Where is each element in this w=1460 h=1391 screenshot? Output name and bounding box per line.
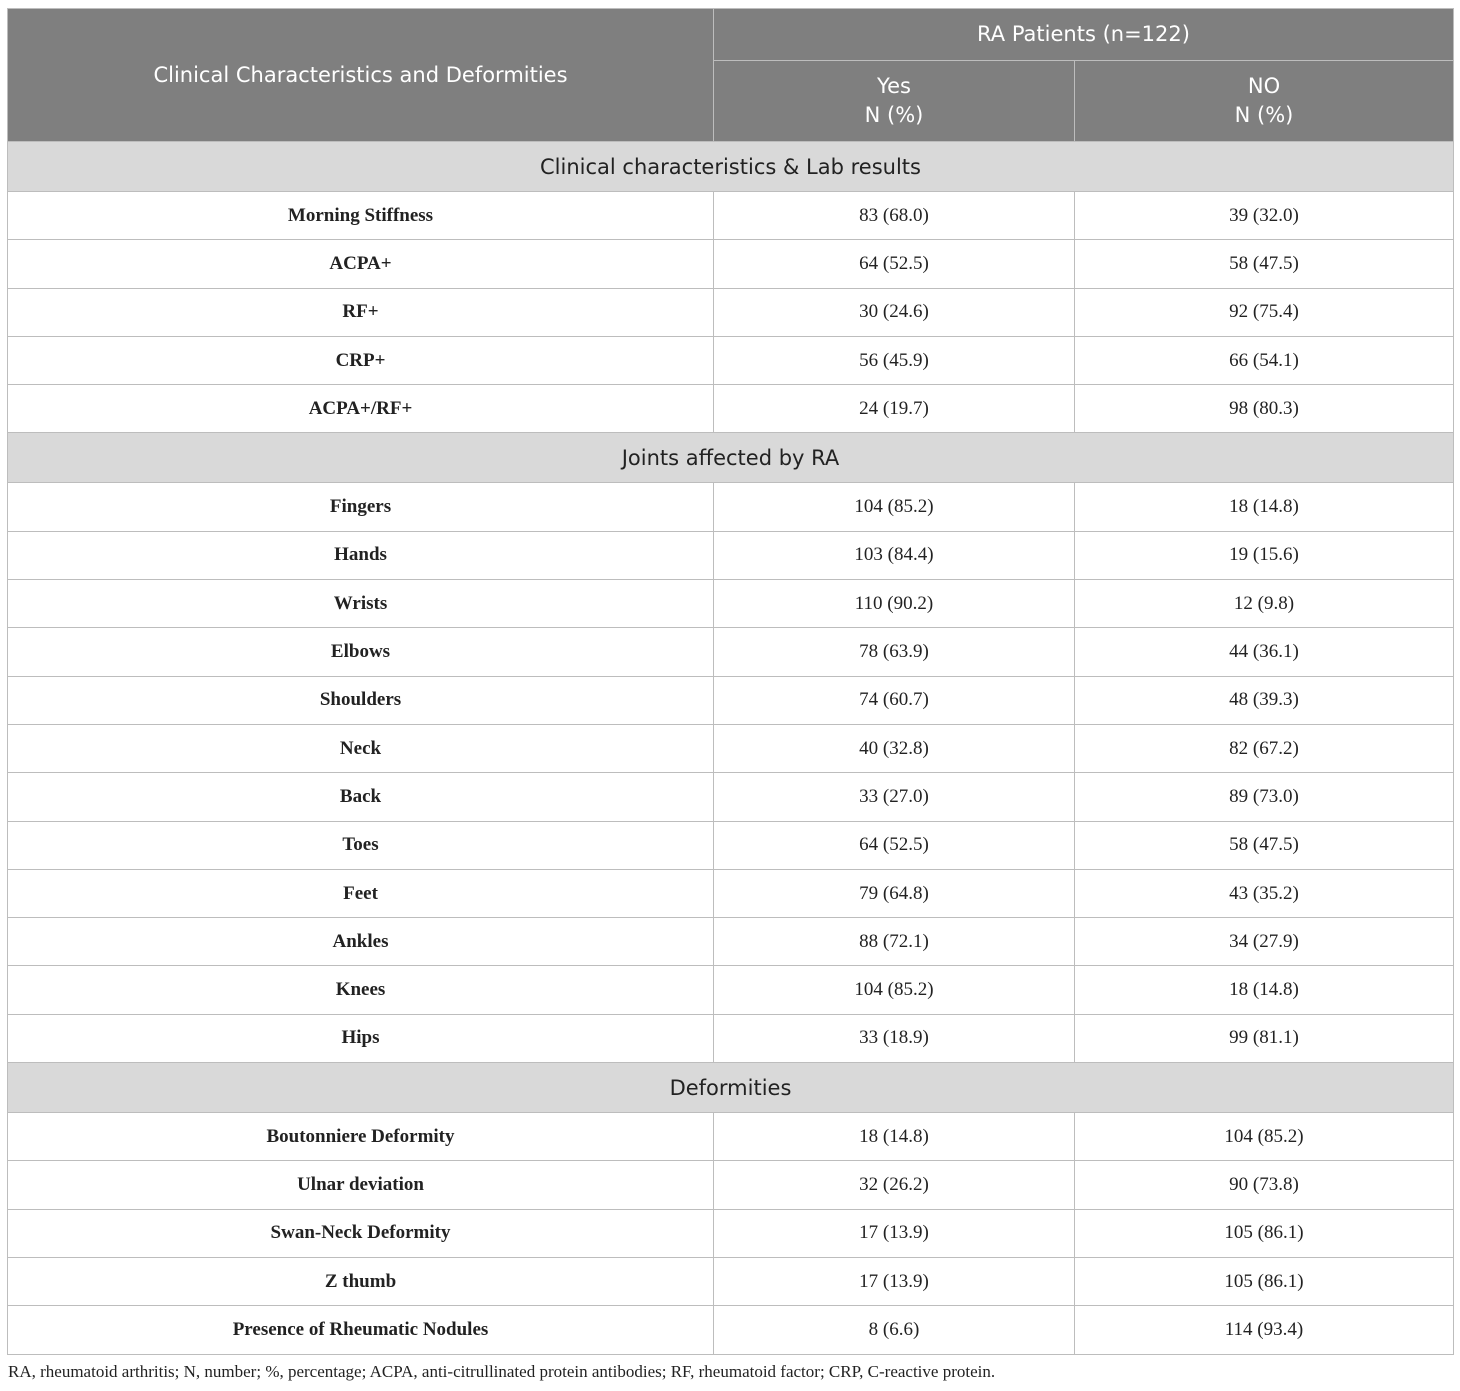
no-value: 92 (75.4): [1075, 288, 1454, 336]
table-row: [8, 1014, 1454, 1062]
row-label: Hands: [8, 531, 714, 579]
row-label: Elbows: [8, 628, 714, 676]
yes-value: 32 (26.2): [714, 1161, 1075, 1209]
no-value: 43 (35.2): [1075, 869, 1454, 917]
yes-value: 40 (32.8): [714, 724, 1075, 772]
table-row: [8, 288, 1454, 336]
row-label: Back: [8, 773, 714, 821]
no-value: 48 (39.3): [1075, 676, 1454, 724]
header-no-label: NO: [1247, 74, 1281, 98]
table-row: [8, 1306, 1454, 1354]
table-body: [8, 142, 1454, 1355]
row-label: Toes: [8, 821, 714, 869]
no-value: 98 (80.3): [1075, 385, 1454, 433]
yes-value: 103 (84.4): [714, 531, 1075, 579]
no-value: 114 (93.4): [1075, 1306, 1454, 1354]
row-label: Knees: [8, 966, 714, 1014]
section-row: [8, 142, 1454, 192]
yes-value: 83 (68.0): [714, 192, 1075, 240]
table-row: [8, 192, 1454, 240]
yes-value: 33 (18.9): [714, 1014, 1075, 1062]
table-row: [8, 724, 1454, 772]
yes-value: 17 (13.9): [714, 1209, 1075, 1257]
header-yes-unit: N (%): [864, 103, 924, 127]
table-row: [8, 483, 1454, 531]
section-title: Deformities: [8, 1063, 1454, 1113]
table-row: [8, 240, 1454, 288]
yes-value: 8 (6.6): [714, 1306, 1075, 1354]
table-row: [8, 1257, 1454, 1305]
yes-value: 79 (64.8): [714, 869, 1075, 917]
no-value: 19 (15.6): [1075, 531, 1454, 579]
row-label: Ankles: [8, 918, 714, 966]
no-value: 44 (36.1): [1075, 628, 1454, 676]
no-value: 18 (14.8): [1075, 483, 1454, 531]
table-row: [8, 628, 1454, 676]
table-row: [8, 1113, 1454, 1161]
table-row: [8, 580, 1454, 628]
table-row: [8, 531, 1454, 579]
yes-value: 104 (85.2): [714, 483, 1075, 531]
row-label: Presence of Rheumatic Nodules: [8, 1306, 714, 1354]
no-value: 58 (47.5): [1075, 240, 1454, 288]
row-label: Swan-Neck Deformity: [8, 1209, 714, 1257]
yes-value: 56 (45.9): [714, 336, 1075, 384]
yes-value: 24 (19.7): [714, 385, 1075, 433]
no-value: 12 (9.8): [1075, 580, 1454, 628]
section-row: [8, 433, 1454, 483]
table-row: [8, 676, 1454, 724]
no-value: 66 (54.1): [1075, 336, 1454, 384]
section-title: Joints affected by RA: [8, 433, 1454, 483]
table-row: [8, 773, 1454, 821]
no-value: 104 (85.2): [1075, 1113, 1454, 1161]
yes-value: 88 (72.1): [714, 918, 1075, 966]
no-value: 58 (47.5): [1075, 821, 1454, 869]
table-row: [8, 385, 1454, 433]
yes-value: 110 (90.2): [714, 580, 1075, 628]
table-row: [8, 966, 1454, 1014]
header-no-unit: N (%): [1234, 103, 1294, 127]
row-label: Neck: [8, 724, 714, 772]
row-label: RF+: [8, 288, 714, 336]
table-row: [8, 918, 1454, 966]
header-ra-patients: RA Patients (n=122): [714, 9, 1454, 61]
no-value: 18 (14.8): [1075, 966, 1454, 1014]
no-value: 105 (86.1): [1075, 1209, 1454, 1257]
yes-value: 33 (27.0): [714, 773, 1075, 821]
row-label: Ulnar deviation: [8, 1161, 714, 1209]
table-row: [8, 336, 1454, 384]
table-row: [8, 821, 1454, 869]
row-label: ACPA+: [8, 240, 714, 288]
header-characteristics: Clinical Characteristics and Deformities: [8, 9, 714, 142]
row-label: Wrists: [8, 580, 714, 628]
yes-value: 64 (52.5): [714, 821, 1075, 869]
yes-value: 64 (52.5): [714, 240, 1075, 288]
results-table: [7, 8, 1454, 1355]
no-value: 99 (81.1): [1075, 1014, 1454, 1062]
yes-value: 74 (60.7): [714, 676, 1075, 724]
no-value: 39 (32.0): [1075, 192, 1454, 240]
row-label: Feet: [8, 869, 714, 917]
section-title: Clinical characteristics & Lab results: [8, 142, 1454, 192]
yes-value: 78 (63.9): [714, 628, 1075, 676]
table-header: [8, 9, 1454, 142]
row-label: Shoulders: [8, 676, 714, 724]
table-row: [8, 869, 1454, 917]
header-yes-label: Yes: [877, 74, 911, 98]
header-yes: [714, 61, 1075, 142]
yes-value: 17 (13.9): [714, 1257, 1075, 1305]
row-label: Hips: [8, 1014, 714, 1062]
yes-value: 18 (14.8): [714, 1113, 1075, 1161]
no-value: 105 (86.1): [1075, 1257, 1454, 1305]
no-value: 34 (27.9): [1075, 918, 1454, 966]
yes-value: 104 (85.2): [714, 966, 1075, 1014]
row-label: Boutonniere Deformity: [8, 1113, 714, 1161]
header-no: [1075, 61, 1454, 142]
table-footnote: RA, rheumatoid arthritis; N, number; %, percentage; ACPA, anti-citrullinated protein antibodies; RF, rheumatoid factor; CRP, C-reactive protein.: [8, 1362, 996, 1381]
no-value: 82 (67.2): [1075, 724, 1454, 772]
table-row: [8, 1209, 1454, 1257]
row-label: Fingers: [8, 483, 714, 531]
row-label: CRP+: [8, 336, 714, 384]
section-row: [8, 1063, 1454, 1113]
table-row: [8, 1161, 1454, 1209]
row-label: Z thumb: [8, 1257, 714, 1305]
row-label: ACPA+/RF+: [8, 385, 714, 433]
no-value: 90 (73.8): [1075, 1161, 1454, 1209]
yes-value: 30 (24.6): [714, 288, 1075, 336]
row-label: Morning Stiffness: [8, 192, 714, 240]
no-value: 89 (73.0): [1075, 773, 1454, 821]
